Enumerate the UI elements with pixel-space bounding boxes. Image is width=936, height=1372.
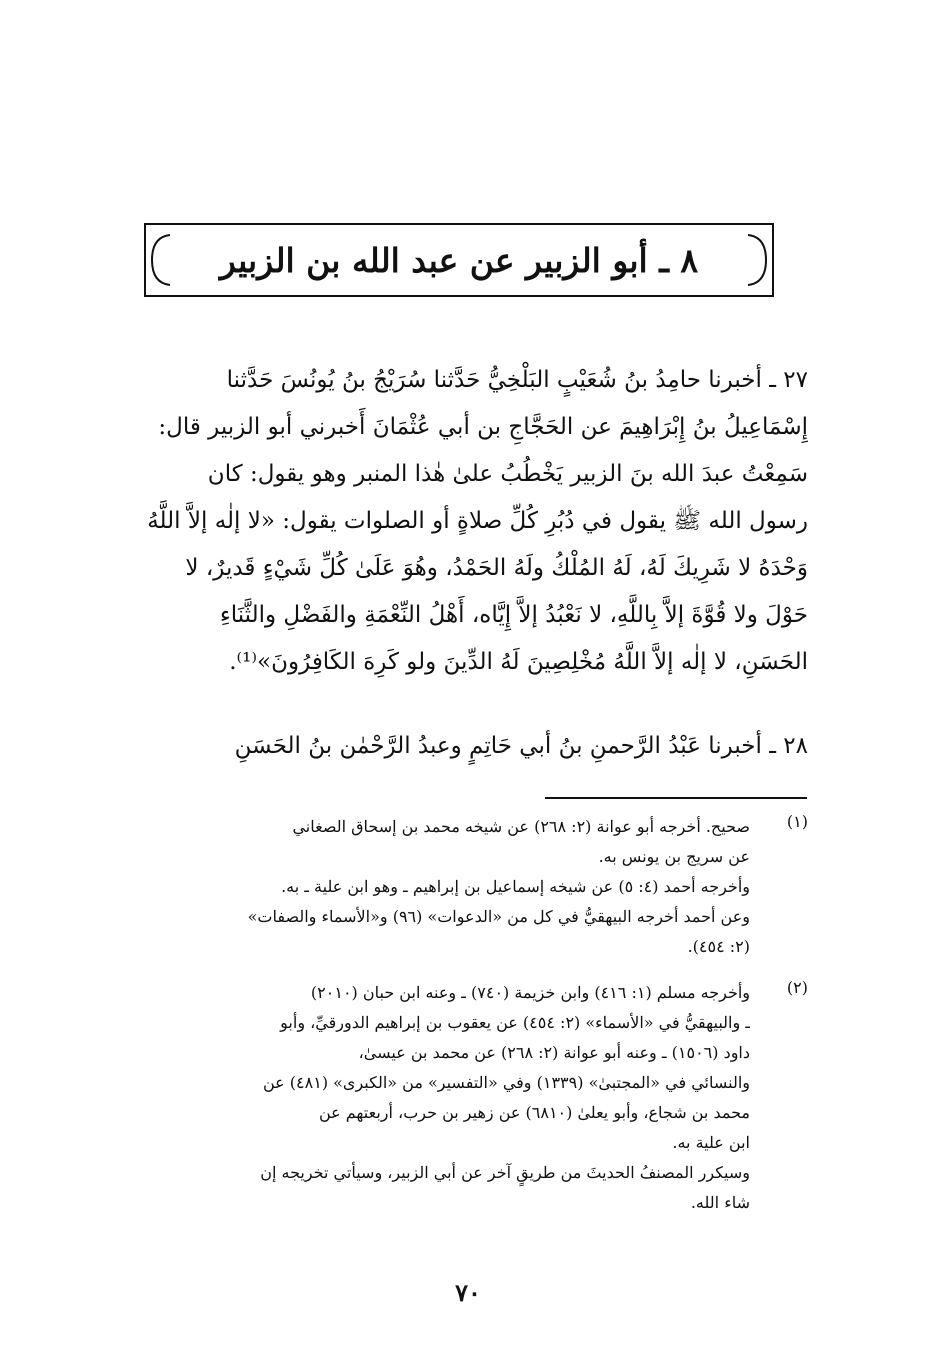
hadith-line: إِسْمَاعِيلُ بنُ إِبْرَاهِيمَ عن الحَجَّاجِ بن أبي عُثْمَانَ أَخبرني أبو الزبير قال:	[158, 414, 808, 440]
footnote-body	[118, 812, 750, 962]
footnote-line: داود (١٥٠٦) ـ وعنه أبو عوانة (٢: ٢٦٨) عن محمد بن عيسىٰ،	[358, 1043, 750, 1062]
hadith-line: سَمِعْتُ عبدَ الله بنَ الزبير يَخْطُبُ علىٰ هٰذا المنبر وهو يقول: كان	[207, 461, 808, 487]
footnote-2	[118, 978, 808, 1218]
footnote-separator	[545, 797, 807, 799]
hadith-line: ٢٨ ـ أخبرنا عَبْدُ الرَّحمنِ بنُ أبي حَاتِمٍ وعبدُ الرَّحْمٰن بنُ الحَسَنِ	[234, 733, 808, 759]
footnote-number: (١)	[786, 812, 808, 831]
footnote-line: ابن علية به.	[672, 1133, 750, 1152]
hadith-line: رسول الله ﷺ يقول في دُبُرِ كُلِّ صلاةٍ أو الصلوات يقول: «لا إلٰه إلاَّ اللَّهُ	[147, 508, 808, 534]
footnote-line: محمد بن شجاع، وأبو يعلىٰ (٦٨١٠) عن زهير بن حرب، أربعتهم عن	[318, 1103, 750, 1122]
footnote-line: وسيكرر المصنفُ الحديثَ من طريقٍ آخر عن أبي الزبير، وسيأتي تخريجه إن	[260, 1163, 750, 1182]
hadith-line: وَحْدَهُ لا شَرِيكَ لَهُ، لَهُ المُلْكُ ولَهُ الحَمْدُ، وهُوَ عَلَىٰ كُلِّ شَيْءٍ قَديرٌ، لا	[185, 555, 808, 581]
hadith-line: الحَسَنِ، لا إلٰه إلاَّ اللَّهُ مُخْلِصِينَ لَهُ الدِّينَ ولو كَرِهَ الكَافِرُونَ»⁽¹⁾.	[229, 649, 808, 675]
footnote-line: وأخرجه أحمد (٤: ٥) عن شيخه إسماعيل بن إبراهيم ـ وهو ابن علية ـ به.	[281, 877, 750, 896]
footnote-1	[118, 812, 808, 962]
footnote-line: صحيح. أخرجه أبو عوانة (٢: ٢٦٨) عن شيخه محمد بن إسحاق الصغاني	[292, 817, 750, 836]
chapter-title-frame	[144, 223, 774, 297]
hadith-27-text	[118, 357, 808, 686]
footnote-number: (٢)	[786, 978, 808, 997]
chapter-title: ٨ ـ أبو الزبير عن عبد الله بن الزبير	[219, 241, 699, 280]
footnote-line: عن سريج بن يونس به.	[598, 847, 750, 866]
page-number: ٧٠	[455, 1278, 481, 1307]
footnote-line: (٢: ٤٥٤).	[687, 937, 750, 956]
footnote-line: وعن أحمد أخرجه البيهقيُّ في كل من «الدعوات» (٩٦) و«الأسماء والصفات»	[247, 907, 750, 926]
footnote-line: شاء الله.	[690, 1193, 750, 1212]
footnote-line: والنسائي في «المجتبىٰ» (١٣٣٩) وفي «التفسير» من «الكبرى» (٤٨١) عن	[262, 1073, 750, 1092]
footnote-body	[118, 978, 750, 1218]
footnote-line: ـ والبيهقيُّ في «الأسماء» (٢: ٤٥٤) عن يعقوب بن إبراهيم الدورقيِّ، وأبو	[280, 1013, 750, 1032]
hadith-line: ٢٧ ـ أخبرنا حامِدُ بنُ شُعَيْبٍ البَلْخِيُّ حَدَّثنا سُرَيْجُ بنُ يُونُسَ حَدَّثنا	[226, 367, 808, 393]
hadith-line: حَوْلَ ولا قُوَّةَ إلاَّ بِاللَّهِ، لا نَعْبُدُ إلاَّ إِيَّاه، أَهْلُ النِّعْمَةِ والفَضْلِ والثَّنَاءِ	[219, 602, 808, 628]
hadith-28-text	[118, 723, 808, 770]
footnote-line: وأخرجه مسلم (١: ٤١٦) وابن خزيمة (٧٤٠) ـ وعنه ابن حبان (٢٠١٠)	[310, 983, 750, 1002]
